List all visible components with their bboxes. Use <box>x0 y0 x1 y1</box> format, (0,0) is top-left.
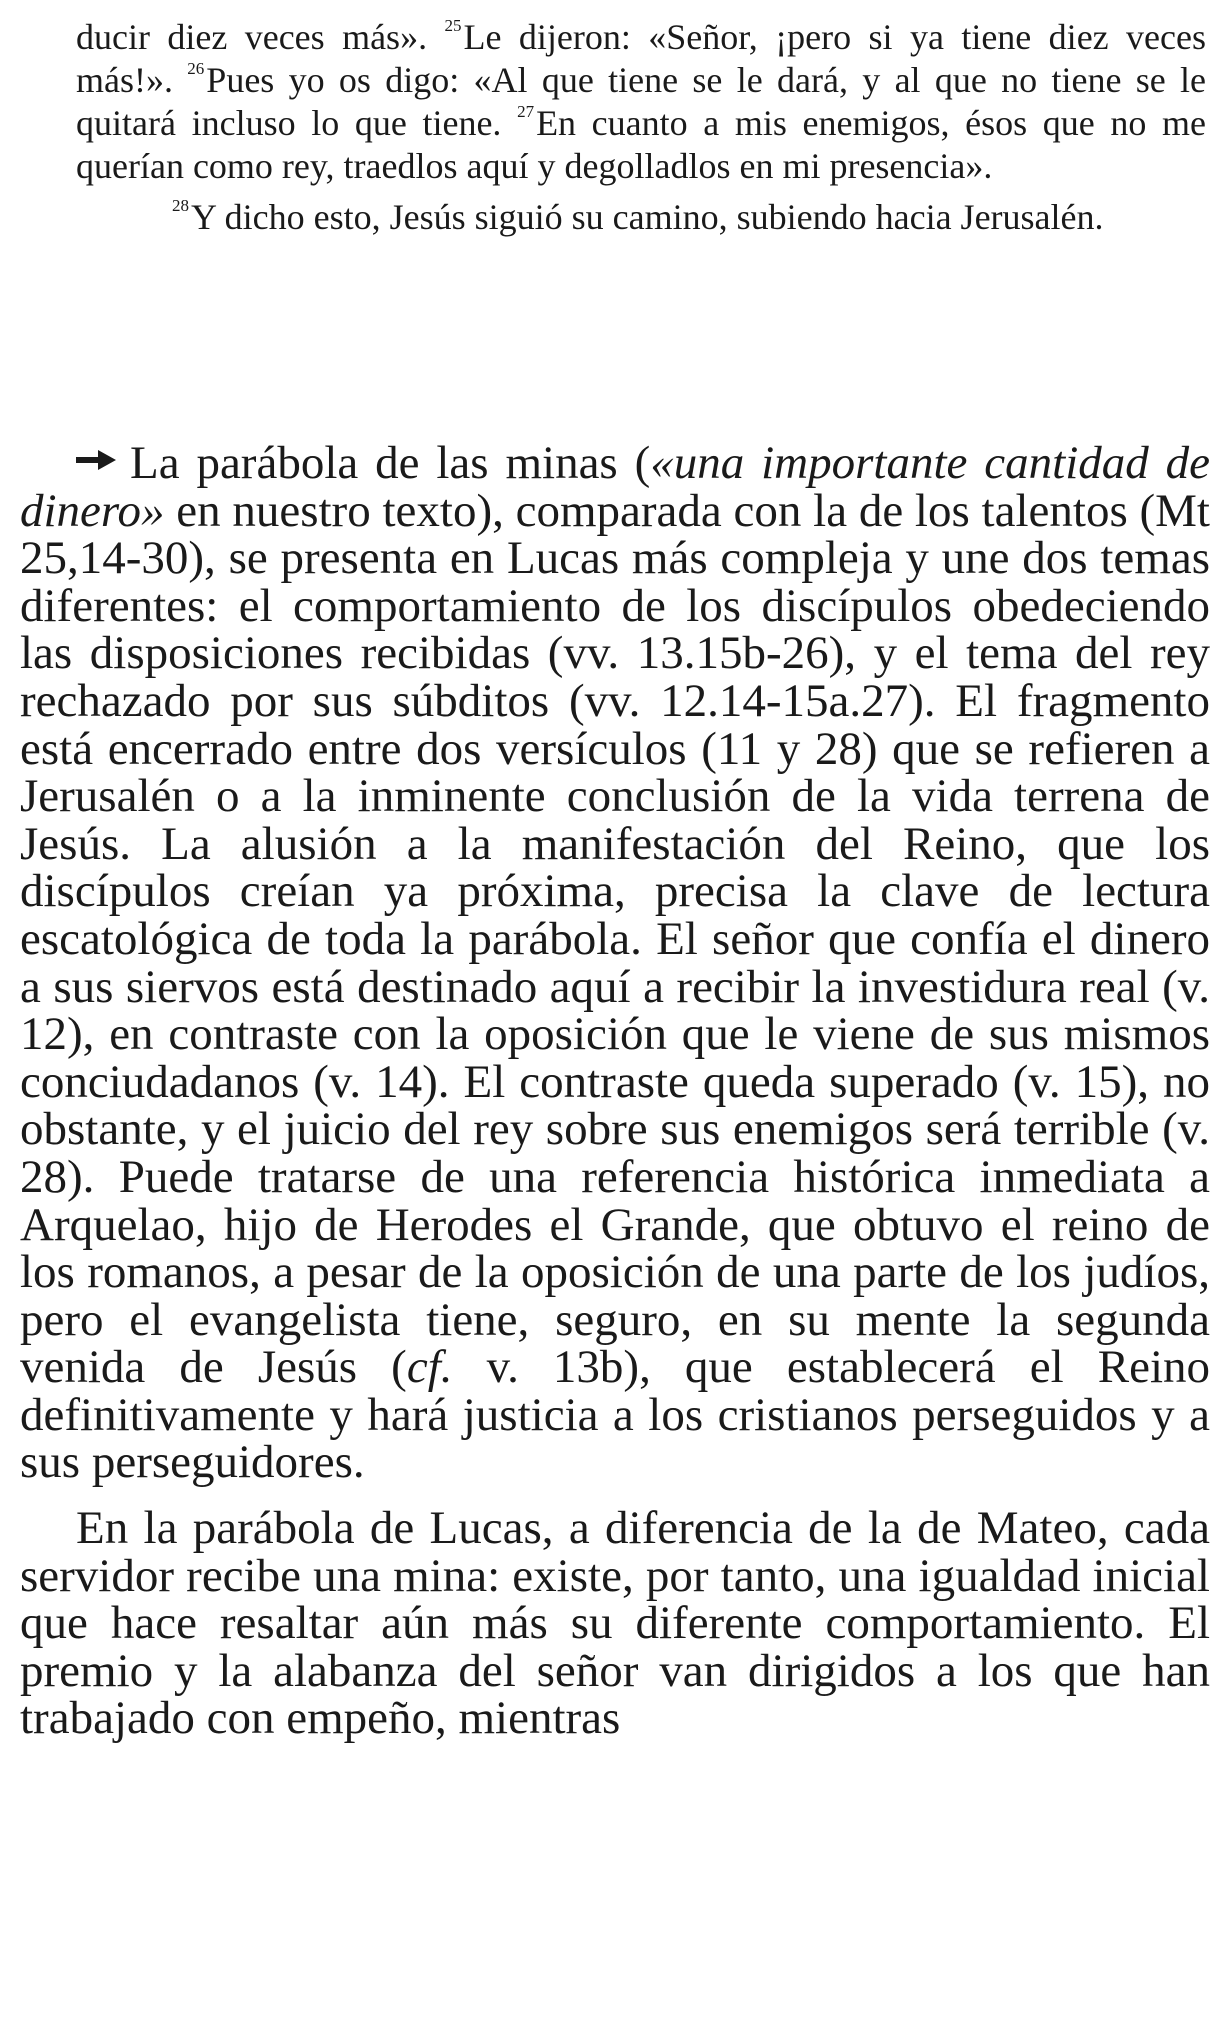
verse-number-27: 27 <box>517 102 535 121</box>
verse-text-25: Le dijeron: «Señor, ¡pero si ya tiene diez veces más!». <box>76 17 1206 100</box>
verse-number-25: 25 <box>444 16 462 35</box>
commentary-text-a: La parábola de las minas ( <box>130 437 651 489</box>
scripture-passage <box>76 16 1206 239</box>
arrow-right-icon <box>76 448 116 472</box>
scripture-text-lead: ducir diez veces más». <box>76 17 428 57</box>
verse-text-26: Pues yo os digo: «Al que tiene se le dará, y al que no tiene se le quitará incluso lo que tiene. <box>76 60 1207 143</box>
verse-number-26: 26 <box>187 59 205 78</box>
commentary-italic-cf: cf. <box>406 1341 453 1394</box>
commentary-text-c: en nuestro texto), comparada con la de los talentos (Mt 25,14-30), se presenta en Lucas más compleja y une dos temas diferentes: el comportamiento de los discípulos obedeciendo las disposiciones recibidas (vv. 13.15b-26), y el tema del rey rechazado por sus súbditos (vv. 12.14-15a.27). El fragmento está encerrado entre dos versículos (11 y 28) que se refieren a Jerusalén o a la inminente conclusión de la vida terrena de Jesús. La alusión a la manifestación del Reino, que los discípulos creían ya próxima, precisa la clave de lectura escatológica de toda la parábola. El señor que confía el dinero a sus siervos está destinado aquí a recibir la investidura real (v. 12), en contraste con la oposición que le viene de sus mismos conciudadanos (v. 14). El contraste queda superado (v. 15), no obstante, y el juicio del rey sobre sus enemigos será terrible (v. 28). Puede tratarse de una referencia histórica inmediata a Arquelao, hijo de Herodes el Grande, que obtuvo el reino de los romanos, a pesar de la oposición de una parte de los judíos, pero el evangelista tiene, seguro, en su mente la segunda venida de Jesús ( <box>20 484 1210 1394</box>
scripture-paragraph-1 <box>76 16 1206 188</box>
scripture-paragraph-2 <box>76 196 1206 239</box>
commentary-paragraph-1 <box>20 437 1210 1489</box>
commentary-text-e: v. 13b), que establecerá el Reino definitivamente y hará justicia a los cristianos perseguidos y a sus perseguidores. <box>20 1341 1210 1489</box>
verse-number-28: 28 <box>172 196 189 215</box>
verse-text-28: Y dicho esto, Jesús siguió su camino, subiendo hacia Jerusalén. <box>191 197 1104 237</box>
commentary-italic-quote: «una importante cantidad de dinero» <box>20 437 1210 537</box>
commentary-paragraph-2: En la parábola de Lucas, a diferencia de la de Mateo, cada servidor recibe una mina: existe, por tanto, una igualdad inicial que hace resaltar aún más su diferente comportamiento. El premio y la alabanza del señor van dirigidos a los que han trabajado con empeño, mientras <box>20 1502 1210 1745</box>
verse-text-27: En cuanto a mis enemigos, ésos que no me querían como rey, traedlos aquí y degolladlos en mi presencia». <box>76 103 1206 186</box>
commentary-section <box>20 437 1210 1745</box>
